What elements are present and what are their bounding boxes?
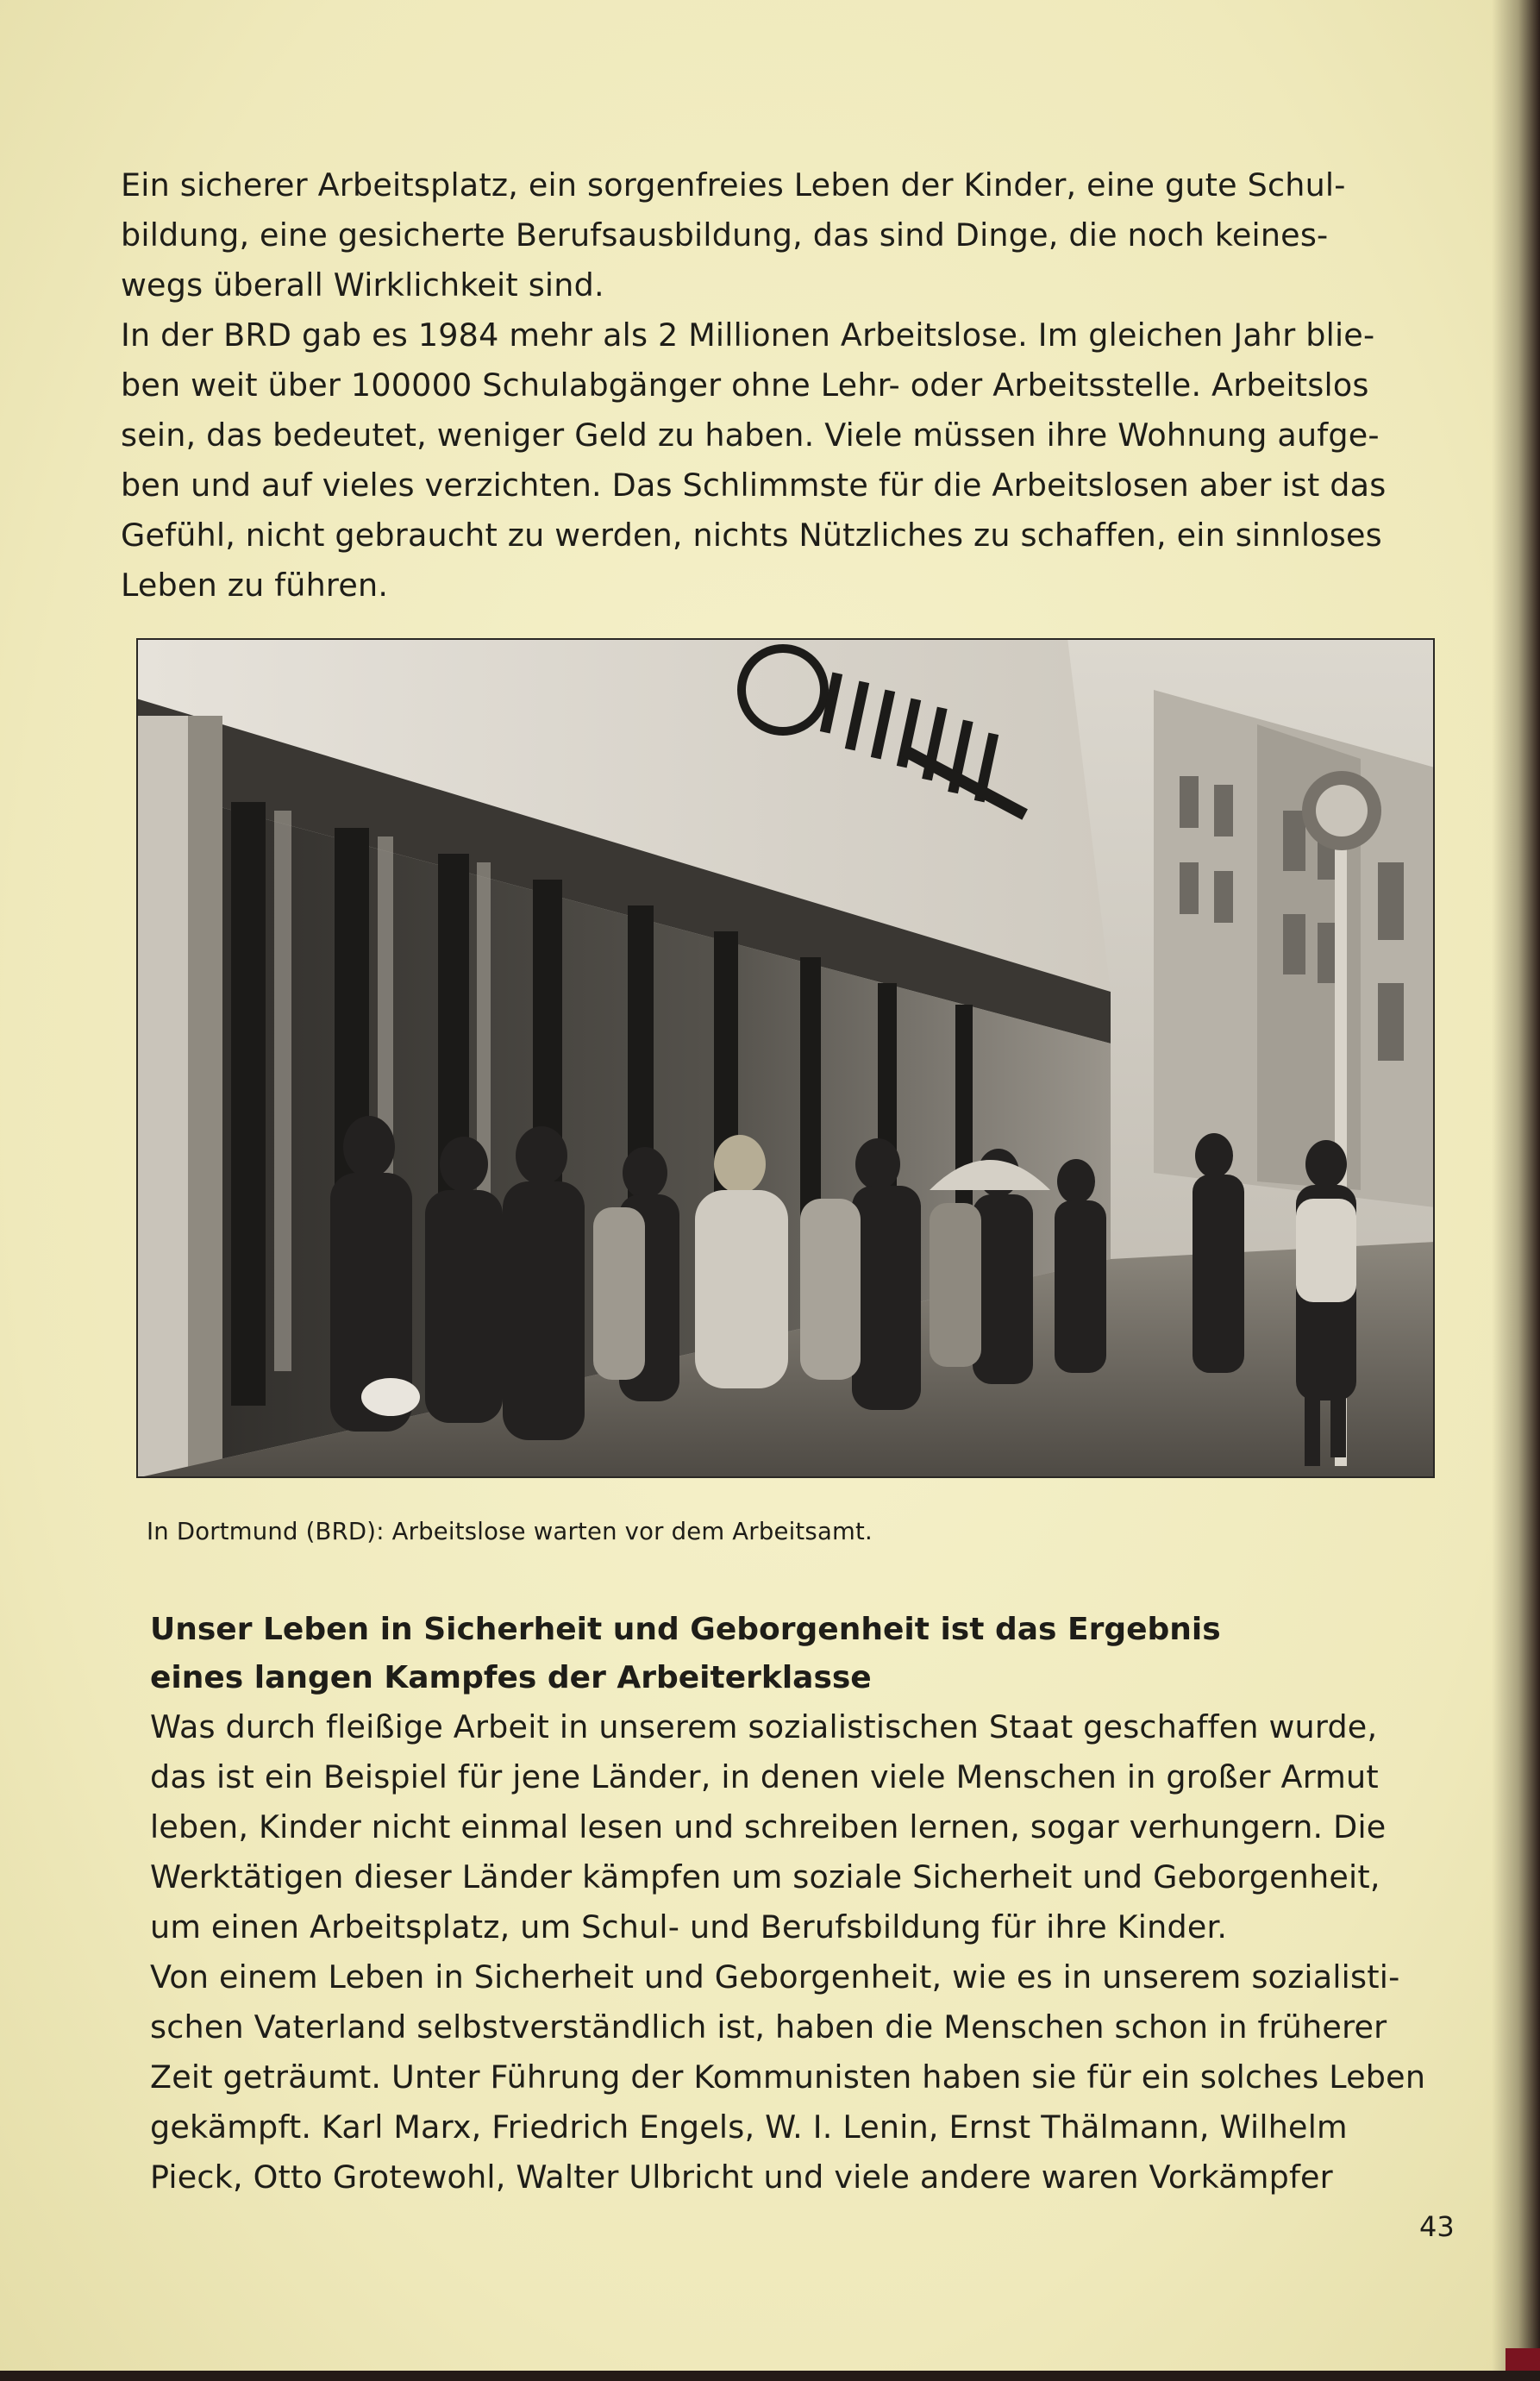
body-paragraph: [150, 1702, 1425, 2202]
corner-bookmark: [1506, 2348, 1540, 2371]
intro-line: ben weit über 100000 Schulabgänger ohne Lehr- oder Arbeitsstelle. Arbeitslos: [121, 367, 1369, 404]
body-line: schen Vaterland selbstverständlich ist, haben die Menschen schon in früherer: [150, 2008, 1387, 2046]
page-edge-shadow: [1492, 0, 1540, 2381]
body-line: gekämpft. Karl Marx, Friedrich Engels, W. I. Lenin, Ernst Thälmann, Wilhelm: [150, 2108, 1348, 2146]
intro-line: In der BRD gab es 1984 mehr als 2 Millionen Arbeitslose. Im gleichen Jahr blie-: [121, 316, 1375, 354]
body-line: um einen Arbeitsplatz, um Schul- und Berufsbildung für ihre Kinder.: [150, 1908, 1228, 1946]
body-line: Von einem Leben in Sicherheit und Geborgenheit, wie es in unserem sozialisti-: [150, 1958, 1400, 1996]
section-heading-line: eines langen Kampfes der Arbeiterklasse: [150, 1660, 872, 1695]
intro-line: Ein sicherer Arbeitsplatz, ein sorgenfreies Leben der Kinder, eine gute Schul-: [121, 166, 1346, 204]
intro-line: ben und auf vieles verzichten. Das Schlimmste für die Arbeitslosen aber ist das: [121, 467, 1387, 504]
section-heading-line: Unser Leben in Sicherheit und Geborgenheit ist das Ergebnis: [150, 1612, 1221, 1647]
intro-line: Gefühl, nicht gebraucht zu werden, nichts Nützliches zu schaffen, ein sinnloses: [121, 517, 1382, 554]
body-line: leben, Kinder nicht einmal lesen und schreiben lernen, sogar verhungern. Die: [150, 1808, 1387, 1845]
body-line: das ist ein Beispiel für jene Länder, in denen viele Menschen in großer Armut: [150, 1758, 1379, 1795]
intro-line: bildung, eine gesicherte Berufsausbildung, das sind Dinge, die noch keines-: [121, 216, 1329, 254]
body-line: Was durch fleißige Arbeit in unserem sozialistischen Staat geschaffen wurde,: [150, 1708, 1378, 1745]
body-line: Pieck, Otto Grotewohl, Walter Ulbricht und viele andere waren Vorkämpfer: [150, 2159, 1333, 2196]
section-heading: [150, 1606, 1221, 1702]
intro-line: Leben zu führen.: [121, 567, 389, 604]
body-line: Zeit geträumt. Unter Führung der Kommunisten haben sie für ein solches Leben: [150, 2058, 1426, 2096]
page-number: 43: [1419, 2210, 1455, 2243]
intro-line: sein, das bedeutet, weniger Geld zu haben. Viele müssen ihre Wohnung aufge-: [121, 417, 1380, 454]
intro-line: wegs überall Wirklichkeit sind.: [121, 266, 604, 304]
photo-unemployed-queue: [136, 638, 1435, 1478]
photo-caption: In Dortmund (BRD): Arbeitslose warten vor dem Arbeitsamt.: [147, 1518, 873, 1545]
intro-paragraph: [121, 160, 1386, 611]
photo-illustration: [136, 638, 1435, 1478]
page-bottom-edge: [0, 2371, 1540, 2381]
body-line: Werktätigen dieser Länder kämpfen um soziale Sicherheit und Geborgenheit,: [150, 1858, 1380, 1895]
